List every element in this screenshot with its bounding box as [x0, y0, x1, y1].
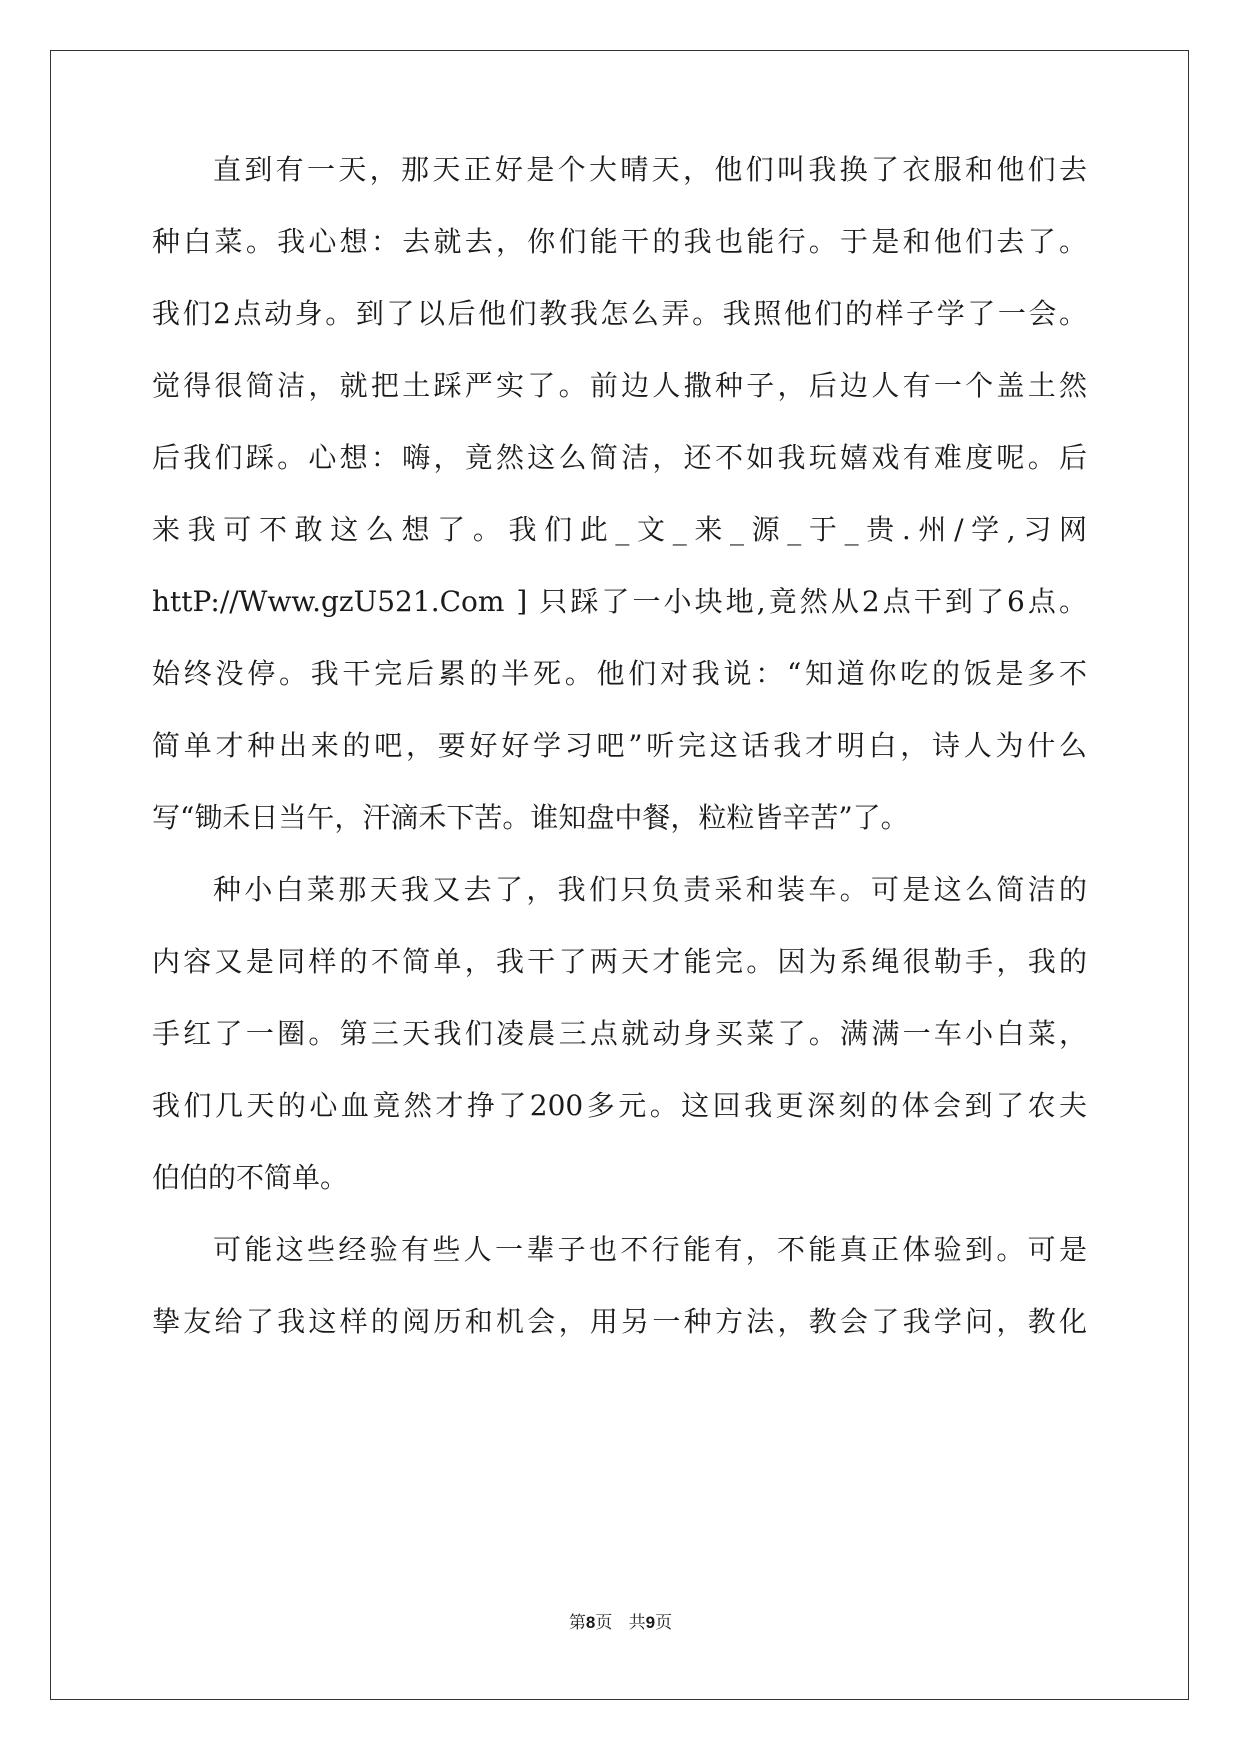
paragraph-line: 直到有一天，那天正好是个大晴天，他们叫我换了衣服和他们去 — [213, 153, 1087, 186]
paragraph-line: 我们2点动身。到了以后他们教我怎么弄。我照他们的样子学了一会。 — [152, 297, 1087, 330]
paragraph-line: 始终没停。我干完后累的半死。他们对我说：“知道你吃的饭是多不 — [152, 657, 1087, 690]
paragraph-line: 可能这些经验有些人一辈子也不行能有，不能真正体验到。可是 — [213, 1233, 1087, 1266]
page-suffix: 页 — [595, 1613, 613, 1633]
paragraph-line: 挚友给了我这样的阅历和机会，用另一种方法，教会了我学问，教化 — [152, 1305, 1087, 1338]
page-footer — [0, 1612, 1241, 1634]
paragraph-line: 我们几天的心血竟然才挣了200多元。这回我更深刻的体会到了农夫 — [152, 1089, 1087, 1122]
paragraph-line: 简单才种出来的吧，要好好学习吧”听完这话我才明白，诗人为什么 — [152, 729, 1087, 762]
total-prefix: 共 — [628, 1613, 646, 1633]
paragraph-line: 写“锄禾日当午，汗滴禾下苦。谁知盘中餐，粒粒皆辛苦”了。 — [152, 801, 909, 834]
paragraph-line: 内容又是同样的不简单，我干了两天才能完。因为系绳很勒手，我的 — [152, 945, 1087, 978]
paragraph-line: 种白菜。我心想：去就去，你们能干的我也能行。于是和他们去了。 — [152, 225, 1087, 258]
paragraph-line: httP://Www.gzU521.Com ] 只踩了一小块地,竟然从2点干到了6点。 — [152, 585, 1087, 618]
paragraph-line: 觉得很简洁，就把土踩严实了。前边人撒种子，后边人有一个盖土然 — [152, 369, 1087, 402]
total-pages: 9 — [645, 1613, 656, 1632]
paragraph-line: 后我们踩。心想：嗨，竟然这么简洁，还不如我玩嬉戏有难度呢。后 — [152, 441, 1087, 474]
paragraph-line: 种小白菜那天我又去了，我们只负责采和装车。可是这么简洁的 — [213, 873, 1087, 906]
page-prefix: 第 — [568, 1613, 586, 1633]
total-suffix: 页 — [655, 1613, 673, 1633]
paragraph-line: 伯伯的不简单。 — [152, 1161, 349, 1194]
paragraph-line: 来我可不敢这么想了。我们此_文_来_源_于_贵.州/学,习网 — [152, 513, 1087, 546]
page-number: 8 — [585, 1613, 596, 1632]
paragraph-line: 手红了一圈。第三天我们凌晨三点就动身买菜了。满满一车小白菜， — [152, 1017, 1087, 1050]
